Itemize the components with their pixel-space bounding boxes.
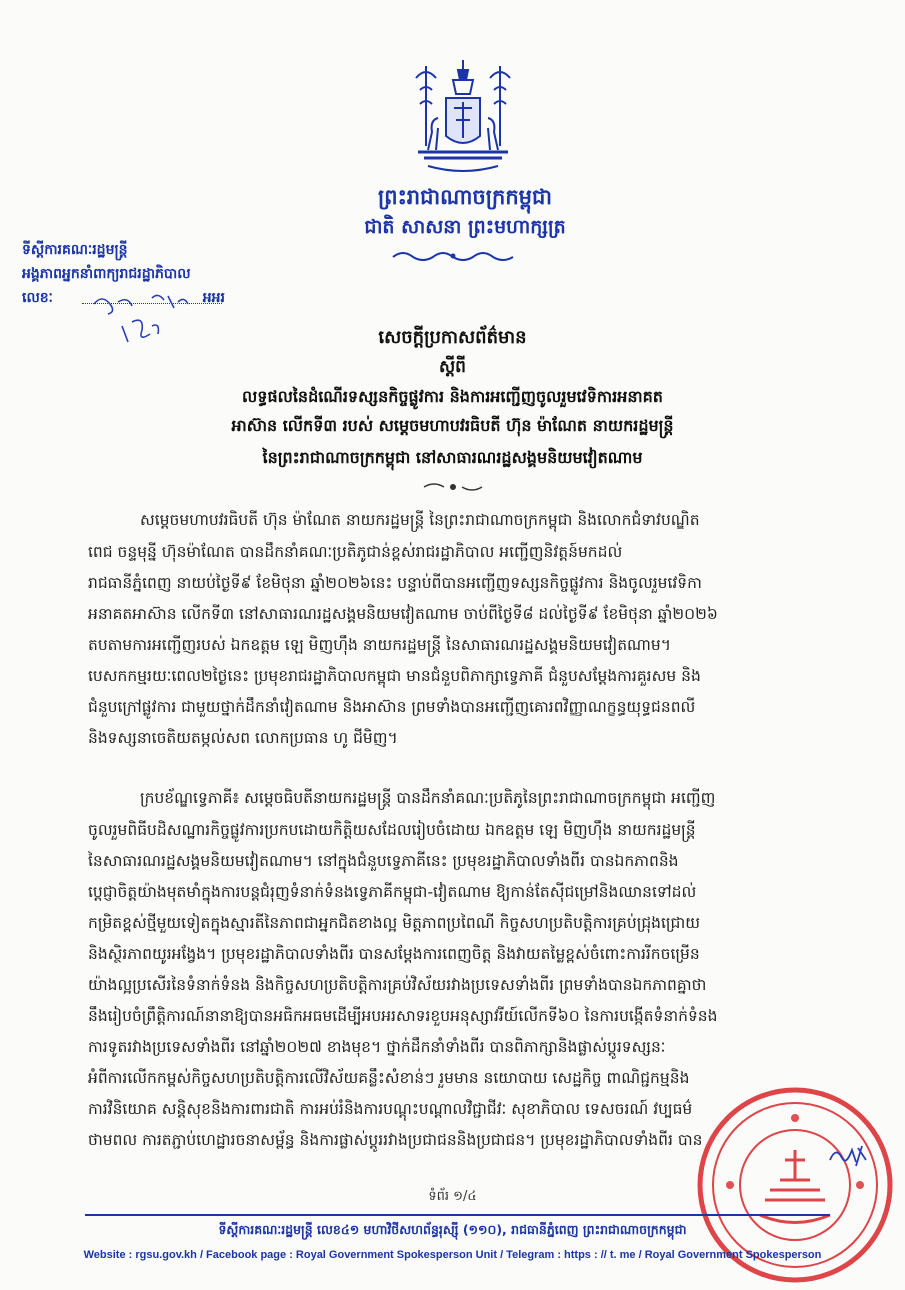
paragraph-2-line: នៃសាធារណរដ្ឋសង្គមនិយមវៀតណាម។ នៅក្នុងជំនួបទ្វេភាគីនេះ ប្រមុខរដ្ឋាភិបាលទាំងពីរ បានឯកភាពនិង — [88, 852, 679, 870]
paragraph-1-line: តបតាមការអញ្ជើញរបស់ ឯកឧត្តម ឡេ មិញហ៊ឹង នាយករដ្ឋមន្ត្រី នៃសាធារណរដ្ឋសង្គមនិយមវៀតណាម។ — [88, 636, 671, 654]
reference-suffix: អអរ — [202, 290, 225, 306]
paragraph-2-line: និងស្ថិរភាពយូរអង្វែង។ ប្រមុខរដ្ឋាភិបាលទាំងពីរ បានសម្តែងការពេញចិត្ត និងវាយតម្លៃខ្ពស់ចំពោះការរីកចម្រើន — [88, 945, 700, 963]
paragraph-2-line: ប្តេជ្ញាចិត្តយ៉ាងមុតមាំក្នុងការបន្តជំរុញទំនាក់ទំនងទ្វេភាគីកម្ពុជា-វៀតណាម ឱ្យកាន់តែស៊ីជម្រៅនិងឈានទៅដល់ — [88, 883, 697, 901]
royal-emblem-icon — [398, 58, 528, 176]
kingdom-name: ព្រះរាជាណាចក្រកម្ពុជា — [377, 185, 552, 209]
paragraph-1-line: ពេជ ចន្ទមុន្នី ហ៊ុនម៉ាណែត បានដឹកនាំគណៈប្រតិភូជាន់ខ្ពស់រាជរដ្ឋាភិបាល អញ្ជើញនិវត្តន៍មកដល់ — [88, 543, 623, 561]
footer-divider — [85, 1214, 830, 1216]
ornament-divider-icon — [388, 249, 518, 263]
document-title: សេចក្តីប្រកាសព័ត៌មាន — [378, 327, 527, 348]
ornament-divider-icon — [420, 481, 486, 493]
paragraph-2-line: ចូលរួមពិធីបដិសណ្ឋារកិច្ចផ្លូវការប្រកបដោយកិត្តិយសដែលរៀបចំដោយ ឯកឧត្តម ឡេ មិញហ៊ឹង នាយករដ្ឋមន្ត្រី — [88, 821, 696, 839]
paragraph-1-line: និងទស្សនាចេតិយតម្កល់សព លោកប្រធាន ហូ ជីមិញ។ — [88, 729, 398, 747]
reference-label: លេខៈ — [22, 290, 53, 306]
paragraph-1-line: អនាគតអាស៊ាន លើកទី៣ នៅសាធារណរដ្ឋសង្គមនិយមវៀតណាម ចាប់ពីថ្ងៃទី៨ ដល់ថ្ងៃទី៩ ខែមិថុនា ឆ្នាំ២០២៦ — [88, 605, 718, 623]
page-number: ទំព័រ ១/៤ — [428, 1189, 477, 1204]
paragraph-2-line: អំពីការលើកកម្ពស់កិច្ចសហប្រតិបត្តិការលើវិស័យគន្លឹះសំខាន់ៗ រួមមាន នយោបាយ សេដ្ឋកិច្ច ពាណិជ្ជកម្មនិង — [88, 1069, 690, 1087]
paragraph-2-line: កម្រិតខ្ពស់ថ្មីមួយទៀតក្នុងស្មារតីនៃភាពជាអ្នកជិតខាងល្អ មិត្តភាពប្រពៃណី កិច្ចសហប្រតិបត្តិការគ្រប់ជ្រុងជ្រោយ — [88, 914, 701, 932]
paragraph-1-line: សម្តេចមហាបវរធិបតី ហ៊ុន ម៉ាណែត នាយករដ្ឋមន្ត្រី នៃព្រះរាជាណាចក្រកម្ពុជា និងលោកជំទាវបណ្ឌិត — [140, 511, 700, 529]
paragraph-2-line: ការវិនិយោគ សន្តិសុខនិងការពារជាតិ ការអប់រំនិងការបណ្តុះបណ្តាលវិជ្ជាជីវៈ សុខាភិបាល ទេសចរណ៍ វប្បធម៌ — [88, 1100, 693, 1118]
paragraph-1-line: ជំនួបក្រៅផ្លូវការ ជាមួយថ្នាក់ដឹកនាំវៀតណាម និងអាស៊ាន ព្រមទាំងបានអញ្ជើញគោរពវិញ្ញាណក្ខន្ធយុទ្ធជនពលី — [88, 698, 696, 716]
title-line-3: លទ្ធផលនៃដំណើរទស្សនកិច្ចផ្លូវការ និងការអញ្ជើញចូលរួមវេទិការអនាគត — [242, 387, 663, 406]
paragraph-2-line: ការទូតរវាងប្រទេសទាំងពីរ នៅឆ្នាំ២០២៧ ខាងមុខ។ ថ្នាក់ដឹកនាំទាំងពីរ បានពិភាក្សានិងផ្លាស់ប្តូរទស្សនៈ — [88, 1038, 666, 1056]
paragraph-2-line: នឹងរៀបចំព្រឹត្តិការណ៍នានាឱ្យបានអធិកអធមដើម្បីអបអរសាទរខួបអនុស្សាវរីយ៍លើកទី៦០ នៃការបង្កើតទំនាក់ទំនង — [88, 1007, 718, 1025]
office-name: ទីស្តីការគណៈរដ្ឋមន្ត្រី — [22, 242, 128, 258]
signature-icon — [826, 1140, 871, 1170]
title-line-5: នៃព្រះរាជាណាចក្រកម្ពុជា នៅសាធារណរដ្ឋសង្គមនិយមវៀតណាម — [262, 448, 643, 467]
paragraph-1-line: រាជធានីភ្នំពេញ នាយប់ថ្ងៃទី៩ ខែមិថុនា ឆ្នាំ២០២៦នេះ បន្ទាប់ពីបានអញ្ជើញទស្សនកិច្ចផ្លូវការ និងចូលរួមវេទិកា — [88, 574, 702, 592]
national-motto: ជាតិ សាសនា ព្រះមហាក្សត្រ — [364, 216, 566, 238]
paragraph-2-line: ថាមពល ការតភ្ជាប់ហេដ្ឋារចនាសម្ព័ន្ធ និងការផ្លាស់ប្តូររវាងប្រជាជននិងប្រជាជន។ ប្រមុខរដ្ឋាភិបាលទាំងពីរ បាន — [88, 1131, 703, 1149]
paragraph-1-line: បេសកកម្មរយៈពេល២ថ្ងៃនេះ ប្រមុខរាជរដ្ឋាភិបាលកម្ពុជា មានជំនួបពិភាក្សាទ្វេភាគី ជំនួបសម្តែងការគួរសម និង — [88, 667, 701, 685]
title-line-4: អាស៊ាន លើកទី៣ របស់ សម្តេចមហាបវរធិបតី ហ៊ុន ម៉ាណែត នាយករដ្ឋមន្ត្រី — [231, 416, 674, 435]
unit-name: អង្គភាពអ្នកនាំពាក្យរាជរដ្ឋាភិបាល — [22, 266, 191, 282]
footer-web-links: Website : rgsu.gov.kh / Facebook page : Royal Government Spokesperson Unit / Telegram : https : // t. me / Royal Government Spokesperson — [83, 1249, 822, 1261]
paragraph-2-line: យ៉ាងល្អប្រសើរនៃទំនាក់ទំនង និងកិច្ចសហប្រតិបត្តិការគ្រប់វិស័យរវាងប្រទេសទាំងពីរ ព្រមទាំងបានឯកភាពគ្នាថា — [88, 976, 707, 994]
footer-address: ទីស្តីការគណៈរដ្ឋមន្ត្រី លេខ៤១ មហាវិថីសហព័ន្ធរុស្ស៊ី (១១០), រាជធានីភ្នំពេញ ព្រះរាជាណាចក្រកម្ពុជា — [218, 1222, 687, 1237]
document-subtitle: ស្តីពី — [439, 357, 466, 377]
paragraph-2-line: ក្របខ័ណ្ឌទ្វេភាគី៖ សម្តេចធិបតីនាយករដ្ឋមន្ត្រី បានដឹកនាំគណៈប្រតិភូនៃព្រះរាជាណាចក្រកម្ពុជា អញ្ជើញ — [140, 789, 716, 807]
